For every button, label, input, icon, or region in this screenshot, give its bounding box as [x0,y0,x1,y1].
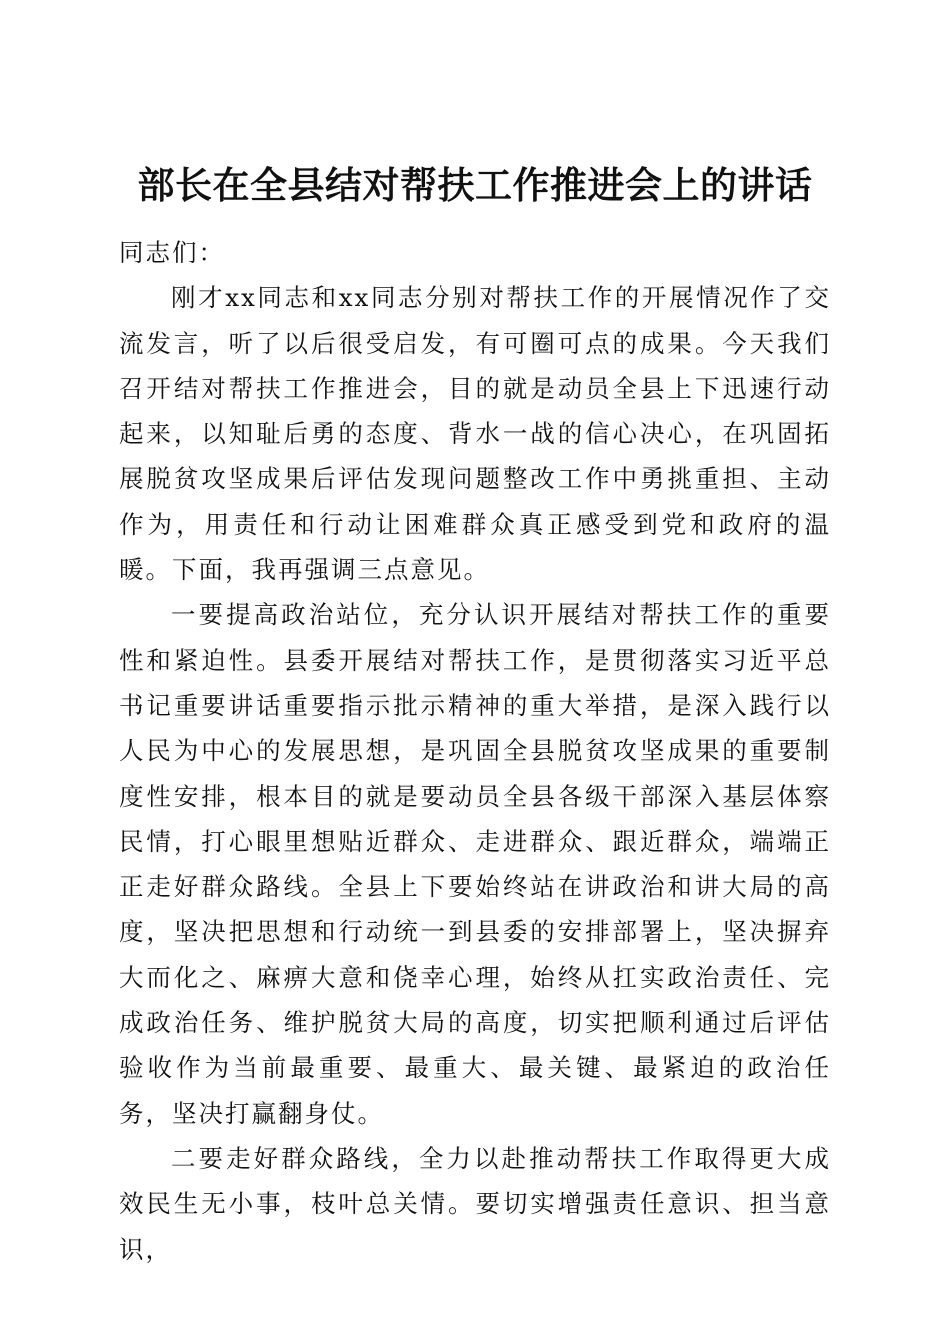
paragraph-point-two: 二要走好群众路线，全力以赴推动帮扶工作取得更大成效民生无小事，枝叶总关情。要切实增强责任意识、担当意识， [119,1143,831,1264]
salutation: 同志们： [119,238,225,267]
paragraph-intro: 刚才xx同志和xx同志分别对帮扶工作的开展情况作了交流发言，听了以后很受启发，有可圈可点的成果。今天我们召开结对帮扶工作推进会，目的就是动员全县上下迅速行动起来，以知耻后勇的态度、背水一战的信心决心，在巩固拓展脱贫攻坚成果后评估发现问题整改工作中勇挑重担、主动作为，用责任和行动让困难群众真正感受到党和政府的温暖。下面，我再强调三点意见。 [119,283,831,585]
paragraph-point-one: 一要提高政治站位，充分认识开展结对帮扶工作的重要性和紧迫性。县委开展结对帮扶工作，是贯彻落实习近平总书记重要讲话重要指示批示精神的重大举措，是深入践行以人民为中心的发展思想，是巩固全县脱贫攻坚成果的重要制度性安排，根本目的就是要动员全县各级干部深入基层体察民情，打心眼里想贴近群众、走进群众、跟近群众，端端正正走好群众路线。全县上下要始终站在讲政治和讲大局的高度，坚决把思想和行动统一到县委的安排部署上，坚决摒弃大而化之、麻痹大意和侥幸心理，始终从扛实政治责任、完成政治任务、维护脱贫大局的高度，切实把顺利通过后评估验收作为当前最重要、最重大、最关键、最紧迫的政治任务，坚决打赢翻身仗。 [119,600,831,1128]
document-body [119,230,831,1272]
document-title: 部长在全县结对帮扶工作推进会上的讲话 [137,162,813,207]
